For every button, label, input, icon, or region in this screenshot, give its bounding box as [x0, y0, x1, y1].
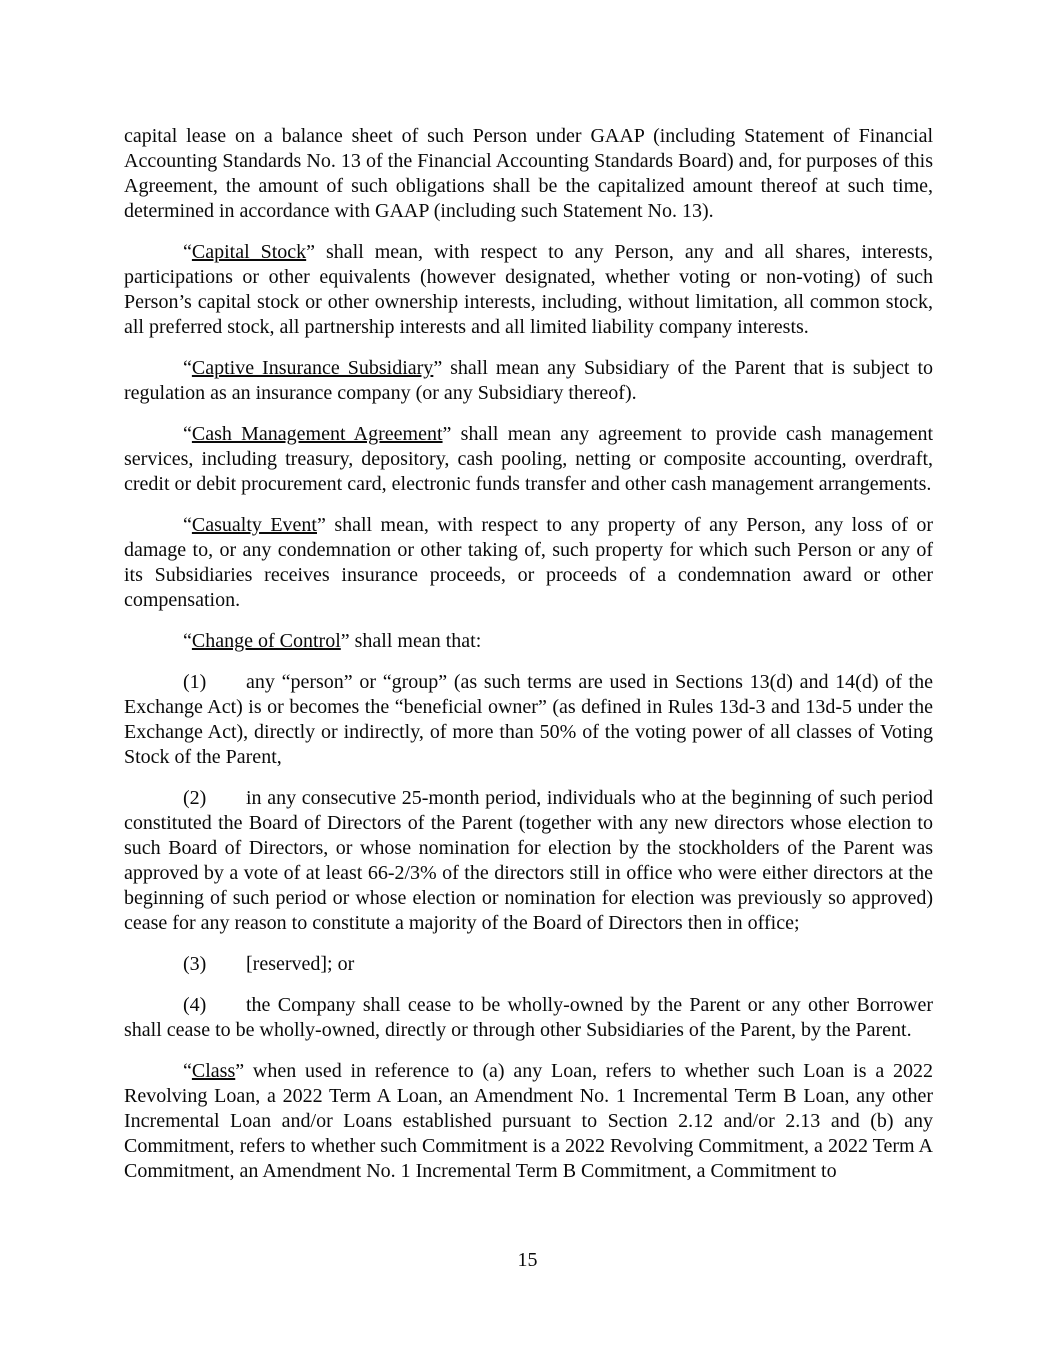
definition-text: ” shall mean, with respect to any Person, any and all shares, interests, participations or other equivalents (however designated, whether voting or non-voting) of such Person’s capital stock or other ownership interests, including, without limitation, all common stock, all preferred stock, all partnership interests and all limited liability company interests. [124, 241, 933, 338]
open-quote: “ [183, 241, 192, 263]
paragraph-clause-1 [124, 670, 933, 770]
clause-number: (1) [183, 671, 207, 693]
paragraph-clause-3 [124, 952, 933, 977]
paragraph-definition-casualty-event [124, 513, 933, 613]
clause-text: the Company shall cease to be wholly-owned by the Parent or any other Borrower shall cease to be wholly-owned, directly or through other Subsidiaries of the Parent, by the Parent. [124, 994, 933, 1041]
paragraph-definition-change-of-control [124, 629, 933, 654]
clause-number: (4) [183, 994, 207, 1016]
open-quote: “ [183, 630, 192, 652]
definition-text: ” when used in reference to (a) any Loan, refers to whether such Loan is a 2022 Revolving Loan, a 2022 Term A Loan, an Amendment No. 1 Incremental Term B Loan, any other Incremental Loan and/or Loans established pursuant to Section 2.12 and/or 2.13 and (b) any Commitment, refers to whether such Commitment is a 2022 Revolving Commitment, a 2022 Term A Commitment, an Amendment No. 1 Incremental Term B Commitment, a Commitment to [124, 1060, 933, 1182]
clause-number: (2) [183, 787, 207, 809]
paragraph-clause-2 [124, 786, 933, 936]
clause-text: any “person” or “group” (as such terms are used in Sections 13(d) and 14(d) of the Exchange Act) is or becomes the “beneficial owner” (as defined in Rules 13d-3 and 13d-5 under the Exchange Act), directly or indirectly, of more than 50% of the voting power of all classes of Voting Stock of the Parent, [124, 671, 933, 768]
defined-term-captive-insurance-subsidiary: Captive Insurance Subsidiary [191, 357, 434, 379]
paragraph-definition-cash-management-agreement [124, 422, 933, 497]
paragraph-definition-class [124, 1059, 933, 1184]
defined-term-class: Class [191, 1060, 236, 1082]
page-number: 15 [517, 1249, 538, 1271]
defined-term-casualty-event: Casualty Event [191, 514, 317, 536]
definition-text: ” shall mean that: [340, 630, 482, 652]
open-quote: “ [183, 514, 192, 536]
clause-text: [reserved]; or [246, 953, 355, 975]
defined-term-change-of-control: Change of Control [191, 630, 341, 652]
defined-term-capital-stock: Capital Stock [191, 241, 307, 263]
definition-text: ” shall mean, with respect to any property of any Person, any loss of or damage to, or any condemnation or other taking of, such property for which such Person or any of its Subsidiaries receives insurance proceeds, or proceeds of a condemnation award or other compensation. [124, 514, 934, 611]
paragraph-definition-capital-stock [124, 240, 933, 340]
clause-number: (3) [183, 953, 207, 975]
definition-text: ” shall mean any agreement to provide cash management services, including treasury, depository, cash pooling, netting or composite accounting, overdraft, credit or debit procurement card, electronic funds transfer and other cash management arrangements. [124, 423, 934, 495]
definition-text: ” shall mean any Subsidiary of the Parent that is subject to regulation as an insurance company (or any Subsidiary thereof). [124, 357, 933, 404]
open-quote: “ [183, 423, 192, 445]
clause-text: in any consecutive 25-month period, individuals who at the beginning of such period constituted the Board of Directors of the Parent (together with any new directors whose election to such Board of Directors, or whose nomination for election by the stockholders of the Parent was approved by a vote of at least 66-2/3% of the directors still in office who were either directors at the beginning of such period or whose election or nomination for election was previously so approved) cease for any reason to constitute a majority of the Board of Directors then in office; [124, 787, 933, 934]
defined-term-cash-management-agreement: Cash Management Agreement [191, 423, 443, 445]
paragraph-clause-4 [124, 993, 933, 1043]
document-body [124, 124, 933, 1200]
paragraph-definition-captive-insurance-subsidiary [124, 356, 933, 406]
open-quote: “ [183, 1060, 192, 1082]
open-quote: “ [183, 357, 192, 379]
paragraph-capital-lease-continuation: capital lease on a balance sheet of such Person under GAAP (including Statement of Financial Accounting Standards No. 13 of the Financial Accounting Standards Board) and, for purposes of this Agreement, the amount of such obligations shall be the capitalized amount thereof at such time, determined in accordance with GAAP (including such Statement No. 13). [124, 125, 933, 222]
